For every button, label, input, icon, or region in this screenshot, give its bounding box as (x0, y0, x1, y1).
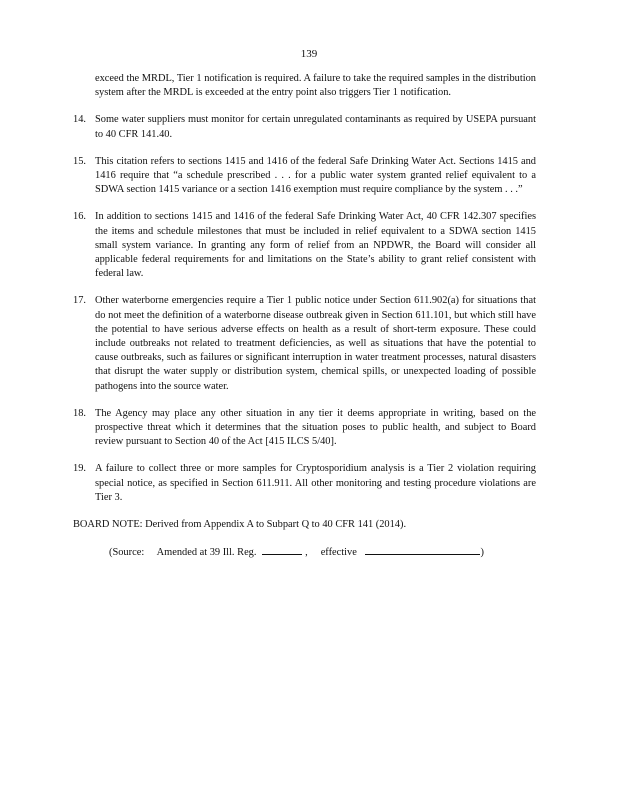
continuation-paragraph: exceed the MRDL, Tier 1 notification is required. A failure to take the required samples in the distribution system after the MRDL is exceeded at the entry point also triggers Tier 1 notification. (95, 73, 536, 99)
item-text: In addition to sections 1415 and 1416 of the federal Safe Drinking Water Act, 40 CFR 142.307 specifies the items and schedule milestones that must be included in relief equivalent to a SDWA section 1415 small system variance. In granting any form of relief from an NPDWR, the Board will consider all applicable federal requirements for and limitations on the State’s ability to grant relief consistent with federal law. (95, 211, 536, 280)
item-number: 19. (73, 463, 86, 475)
item-number: 17. (73, 295, 86, 307)
list-item (73, 210, 536, 281)
source-open: (Source: (109, 547, 145, 559)
document-body (73, 72, 536, 560)
source-effective: effective (320, 547, 357, 559)
source-close: ) (480, 547, 484, 559)
item-number: 14. (73, 114, 86, 126)
item-number: 16. (73, 211, 86, 223)
source-note (73, 543, 536, 560)
effective-date-blank (365, 543, 480, 555)
source-comma: , (305, 547, 308, 559)
board-note: BOARD NOTE: Derived from Appendix A to Subpart Q to 40 CFR 141 (2014). (73, 519, 407, 531)
item-text: A failure to collect three or more samples for Cryptosporidium analysis is a Tier 2 violation requiring special notice, as specified in Section 611.911. All other monitoring and testing procedure violations are Tier 3. (95, 463, 536, 503)
item-text: Other waterborne emergencies require a Tier 1 public notice under Section 611.902(a) for situations that do not meet the definition of a waterborne disease outbreak given in Section 611.101, but which still have the potential to have serious adverse effects on health as a result of short-term exposure. These could include outbreaks not related to treatment deficiencies, as well as situations that have the potential to cause outbreaks, such as failures or significant interruption in water treatment processes, natural disasters that disrupt the water supply or distribution system, chemical spills, or unexpected loading of possible pathogens into the source water. (95, 295, 536, 392)
list-item (73, 113, 536, 141)
list-item (73, 462, 536, 505)
item-number: 15. (73, 155, 86, 167)
item-text: The Agency may place any other situation in any tier it deems appropriate in writing, based on the prospective threat which it determines that the situation poses to public health, and subject to Board review pursuant to Section 40 of the Act [415 ILCS 5/40]. (95, 407, 536, 448)
register-page-blank (262, 543, 302, 555)
item-number: 18. (73, 407, 86, 419)
list-item (73, 294, 536, 393)
source-amended: Amended at 39 Ill. Reg. (156, 547, 257, 559)
item-text: Some water suppliers must monitor for certain unregulated contaminants as required by USEPA pursuant to 40 CFR 141.40. (95, 114, 536, 140)
item-text: This citation refers to sections 1415 and 1416 of the federal Safe Drinking Water Act. Sections 1415 and 1416 require that “a schedule prescribed . . . for a public water system granted relief equivalent to a SDWA section 1415 variance or a section 1416 exemption must require compliance by the system . . .” (95, 155, 536, 196)
list-item (73, 155, 536, 198)
page-number: 139 (300, 48, 318, 60)
list-item (73, 407, 536, 450)
